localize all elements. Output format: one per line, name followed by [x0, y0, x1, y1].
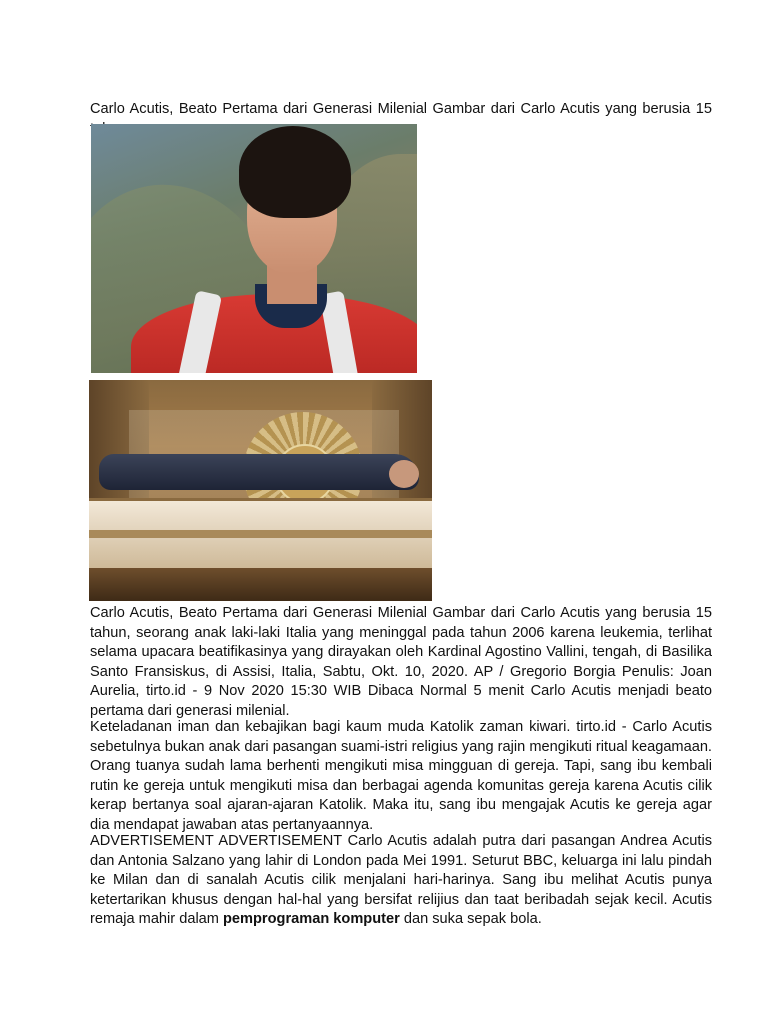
- image-caption-top: Carlo Acutis, Beato Pertama dari Generasi Milenial Gambar dari Carlo Acutis yang berusia 15: [90, 101, 712, 117]
- paragraph-body-2-text: ADVERTISEMENT ADVERTISEMENT Carlo Acutis adalah putra dari pasangan Andrea Acutis dan Antonia Salzano yang lahir di London pada Mei 1991. Seturut BBC, keluarga ini lalu pindah ke Milan dan di sanalah Acutis cilik menjalani hari-harinya. Sang ibu melihat Acutis punya ketertarikan khusus dengan hal-hal yang bersifat relijius dan taat beribadah sejak kecil. Acutis remaja mahir dalam: [90, 833, 712, 928]
- paragraph-body-1: Keteladanan iman dan kebajikan bagi kaum muda Katolik zaman kiwari. tirto.id - Carlo Acutis sebetulnya bukan anak dari pasangan suami-istri religius yang rajin mengikuti ritual keagamaan. Orang tuanya sudah lama berhenti mengikuti misa mingguan di gereja. Tapi, sang ibu kembali rutin ke gereja untuk mengikuti misa dan berbagai agenda komunitas gereja karena Acutis cilik kerap bertanya soal ajaran-ajaran Katolik. Maka itu, sang ibu mengajak Acutis ke gereja agar dia mendapat jawaban atas pertanyaannya.: [90, 719, 712, 833]
- tomb-photo: [89, 380, 432, 601]
- portrait-photo: [91, 124, 417, 373]
- paragraph-caption: Carlo Acutis, Beato Pertama dari Generasi Milenial Gambar dari Carlo Acutis yang berusia 15 tahun, seorang anak laki-laki Italia yang meninggal pada tahun 2006 karena leukemia, terlihat selama upacara beatifikasinya yang dirayakan oleh Kardinal Agostino Vallini, tengah, di Basilika Santo Fransiskus, di Assisi, Italia, Sabtu, Okt. 10, 2020. AP / Gregorio Borgia Penulis: Joan Aurelia, tirto.id - 9 Nov 2020 15:30 WIB Dibaca Normal 5 menit Carlo Acutis menjadi beato pertama dari generasi milenial.: [90, 605, 712, 719]
- paragraph-body-2-end: dan suka sepak bola.: [399, 911, 542, 928]
- bold-phrase: pemprograman komputer: [223, 911, 400, 928]
- paragraph-body-2: [90, 832, 712, 930]
